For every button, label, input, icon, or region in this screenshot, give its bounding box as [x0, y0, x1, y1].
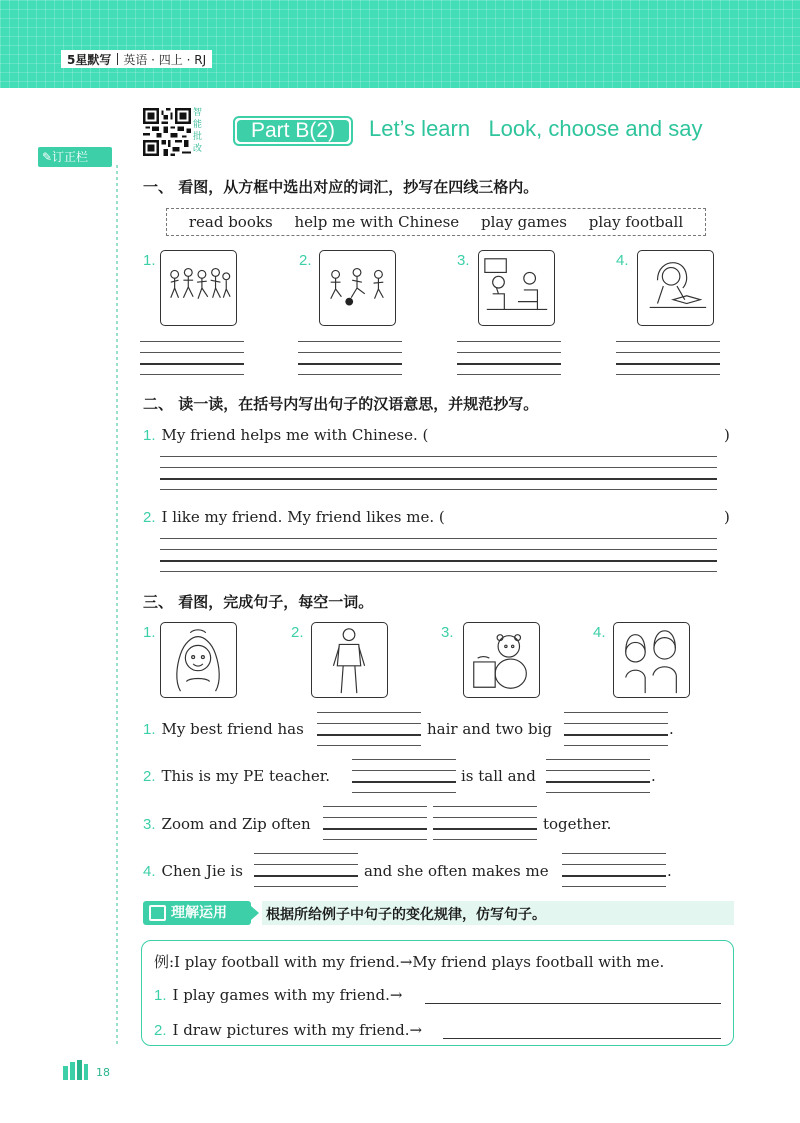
correction-column-dots	[116, 165, 118, 1045]
item-number: 1.	[143, 252, 156, 269]
sentence-text: and she often makes me	[364, 862, 549, 880]
sentence-row	[143, 426, 428, 444]
sentence-text: This is my PE teacher.	[161, 767, 331, 785]
sentence-row	[143, 720, 304, 738]
answer-blank[interactable]	[564, 712, 668, 748]
bear-icon	[463, 622, 540, 698]
playing-football-icon	[319, 250, 396, 326]
sentence-text: My friend helps me with Chinese. (	[161, 426, 429, 444]
item-number: 3.	[457, 252, 470, 269]
girl-long-hair-icon	[160, 622, 237, 698]
answer-blank[interactable]	[317, 712, 421, 748]
answer-blank[interactable]	[254, 853, 358, 889]
sentence-end: .	[667, 862, 672, 880]
sentence-text: is tall and	[461, 767, 536, 785]
answer-line[interactable]	[443, 1038, 721, 1039]
sentence-text: Zoom and Zip often	[161, 815, 311, 833]
rewrite-row	[154, 1021, 422, 1039]
tag-divider	[117, 53, 118, 65]
answer-blank[interactable]	[352, 759, 456, 795]
item-number: 2.	[299, 252, 312, 269]
header-band	[0, 0, 800, 88]
answer-blank[interactable]	[562, 853, 666, 889]
word-box	[166, 208, 706, 236]
apply-section-label: 理解运用	[143, 901, 251, 925]
lesson-title: Let’s learn Look, choose and say	[369, 116, 703, 141]
rewrite-row	[154, 986, 402, 1004]
two-girls-icon	[613, 622, 690, 698]
qr-caption: 智能批改	[193, 108, 203, 154]
sentence-text: Chen Jie is	[161, 862, 243, 880]
rewrite-prompt: I draw pictures with my friend.→	[172, 1021, 423, 1039]
sentence-row	[143, 815, 311, 833]
correction-column-label: ✎订正栏	[38, 147, 112, 167]
rewrite-prompt: I play games with my friend.→	[172, 986, 403, 1004]
section3-title: 三、 看图，完成句子，每空一词。	[143, 593, 374, 611]
item-number: 4.	[143, 863, 156, 880]
item-number: 1.	[143, 427, 156, 444]
answer-blank[interactable]	[433, 806, 537, 842]
sentence-text: hair and two big	[427, 720, 552, 738]
item-number: 1.	[143, 624, 156, 641]
arrow-icon	[251, 906, 259, 920]
sentence-end: .	[669, 720, 674, 738]
word-option: help me with Chinese	[294, 213, 460, 231]
section1-title: 一、 看图，从方框中选出对应的词汇，抄写在四线三格内。	[143, 178, 539, 196]
word-option: read books	[188, 213, 273, 231]
item-number: 2.	[143, 509, 156, 526]
item-number: 4.	[616, 252, 629, 269]
item-number: 4.	[593, 624, 606, 641]
writing-lines[interactable]	[457, 341, 561, 377]
writing-lines[interactable]	[616, 341, 720, 377]
item-number: 1.	[143, 721, 156, 738]
children-running-icon	[160, 250, 237, 326]
answer-line[interactable]	[425, 1003, 721, 1004]
sentence-row	[143, 508, 445, 526]
qr-code-icon[interactable]	[143, 108, 191, 156]
reading-books-icon	[637, 250, 714, 326]
sentence-text: together.	[543, 815, 612, 833]
item-number: 3.	[441, 624, 454, 641]
apply-instruction: 根据所给例子中句子的变化规律，仿写句子。	[266, 907, 546, 923]
sentence-row	[143, 862, 243, 880]
page-number: 18	[96, 1066, 110, 1079]
writing-lines[interactable]	[298, 341, 402, 377]
brand-label: 5星默写	[67, 52, 112, 67]
tall-man-icon	[311, 622, 388, 698]
word-option: play games	[481, 213, 567, 231]
subject-label: 英语 · 四上 · RJ	[123, 52, 207, 67]
paren-close: )	[724, 508, 730, 526]
answer-blank[interactable]	[323, 806, 427, 842]
example-sentence: 例:I play football with my friend.→My friend plays football with me.	[154, 953, 665, 971]
sentence-end: .	[651, 767, 656, 785]
playing-games-icon	[478, 250, 555, 326]
item-number: 2.	[143, 768, 156, 785]
item-number: 3.	[143, 816, 156, 833]
sentence-row	[143, 767, 330, 785]
edit-icon	[149, 905, 166, 921]
book-spines-icon	[63, 1060, 93, 1080]
paren-close: )	[724, 426, 730, 444]
item-number: 2.	[154, 1022, 167, 1039]
section2-title: 二、 读一读，在括号内写出句子的汉语意思，并规范抄写。	[143, 395, 539, 413]
item-number: 2.	[291, 624, 304, 641]
item-number: 1.	[154, 987, 167, 1004]
sentence-text: My best friend has	[161, 720, 304, 738]
writing-lines[interactable]	[160, 456, 717, 492]
word-option: play football	[588, 213, 684, 231]
answer-blank[interactable]	[546, 759, 650, 795]
sentence-text: I like my friend. My friend likes me. (	[161, 508, 445, 526]
book-tag	[61, 50, 212, 68]
part-badge	[233, 116, 353, 146]
writing-lines[interactable]	[140, 341, 244, 377]
part-label: Part B(2)	[237, 120, 349, 142]
writing-lines[interactable]	[160, 538, 717, 574]
